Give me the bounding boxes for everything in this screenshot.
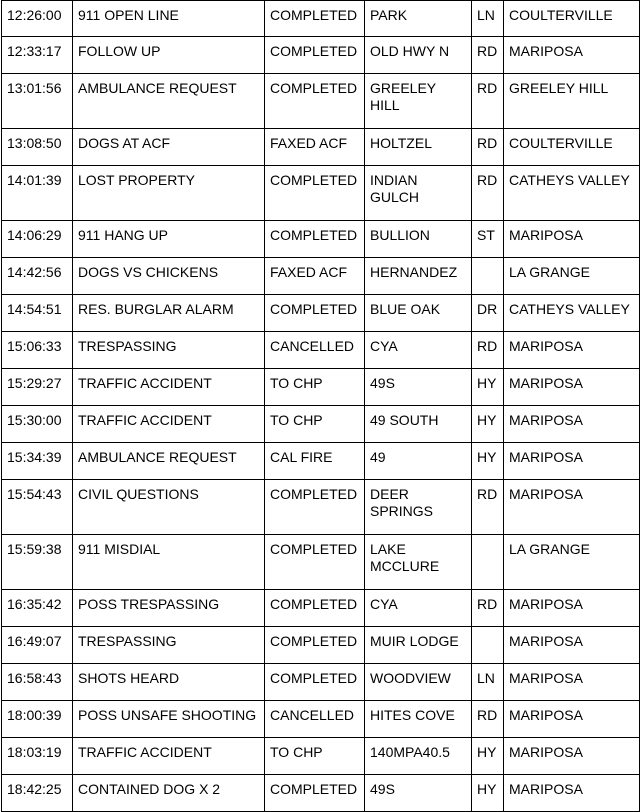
street-suffix-cell: RD <box>472 332 504 369</box>
street-suffix-cell: ST <box>472 221 504 258</box>
disposition-cell: COMPLETED <box>265 37 365 74</box>
call-time-cell: 16:49:07 <box>2 627 73 664</box>
street-suffix-cell: HY <box>472 775 504 812</box>
call-time-cell: 15:54:43 <box>2 480 73 535</box>
disposition-cell: FAXED ACF <box>265 129 365 166</box>
call-time-cell: 15:29:27 <box>2 369 73 406</box>
call-time-cell: 13:01:56 <box>2 74 73 129</box>
city-cell: MARIPOSA <box>504 443 640 480</box>
table-row <box>2 166 640 221</box>
city-cell: MARIPOSA <box>504 332 640 369</box>
street-cell: WOODVIEW <box>365 664 472 701</box>
table-row <box>2 1 640 37</box>
call-type-cell: AMBULANCE REQUEST <box>73 443 265 480</box>
disposition-cell: COMPLETED <box>265 221 365 258</box>
call-type-cell: POSS UNSAFE SHOOTING <box>73 701 265 738</box>
city-cell: MARIPOSA <box>504 627 640 664</box>
disposition-cell: COMPLETED <box>265 166 365 221</box>
table-row <box>2 701 640 738</box>
call-type-cell: CIVIL QUESTIONS <box>73 480 265 535</box>
street-cell: MUIR LODGE <box>365 627 472 664</box>
disposition-cell: COMPLETED <box>265 775 365 812</box>
call-time-cell: 16:35:42 <box>2 590 73 627</box>
disposition-cell: COMPLETED <box>265 535 365 590</box>
city-cell: CATHEYS VALLEY <box>504 295 640 332</box>
call-time-cell: 13:08:50 <box>2 129 73 166</box>
street-suffix-cell <box>472 627 504 664</box>
call-type-cell: 911 MISDIAL <box>73 535 265 590</box>
city-cell: MARIPOSA <box>504 738 640 775</box>
table-row <box>2 332 640 369</box>
call-type-cell: CONTAINED DOG X 2 <box>73 775 265 812</box>
city-cell: COULTERVILLE <box>504 1 640 37</box>
street-cell: CYA <box>365 332 472 369</box>
call-type-cell: TRESPASSING <box>73 332 265 369</box>
table-row <box>2 129 640 166</box>
street-cell: GREELEY HILL <box>365 74 472 129</box>
street-cell: PARK <box>365 1 472 37</box>
disposition-cell: TO CHP <box>265 406 365 443</box>
table-row <box>2 37 640 74</box>
street-suffix-cell: RD <box>472 74 504 129</box>
call-type-cell: DOGS AT ACF <box>73 129 265 166</box>
call-log-body <box>2 1 640 812</box>
street-cell: CYA <box>365 590 472 627</box>
table-row <box>2 221 640 258</box>
disposition-cell: COMPLETED <box>265 1 365 37</box>
call-time-cell: 15:30:00 <box>2 406 73 443</box>
street-suffix-cell <box>472 258 504 295</box>
city-cell: MARIPOSA <box>504 37 640 74</box>
call-time-cell: 14:54:51 <box>2 295 73 332</box>
city-cell: COULTERVILLE <box>504 129 640 166</box>
call-time-cell: 18:42:25 <box>2 775 73 812</box>
city-cell: MARIPOSA <box>504 480 640 535</box>
street-cell: 49S <box>365 775 472 812</box>
disposition-cell: TO CHP <box>265 369 365 406</box>
city-cell: MARIPOSA <box>504 590 640 627</box>
call-time-cell: 12:26:00 <box>2 1 73 37</box>
table-row <box>2 258 640 295</box>
street-suffix-cell: LN <box>472 664 504 701</box>
city-cell: LA GRANGE <box>504 535 640 590</box>
street-suffix-cell: RD <box>472 129 504 166</box>
call-time-cell: 16:58:43 <box>2 664 73 701</box>
street-suffix-cell <box>472 535 504 590</box>
city-cell: LA GRANGE <box>504 258 640 295</box>
disposition-cell: COMPLETED <box>265 590 365 627</box>
call-type-cell: TRAFFIC ACCIDENT <box>73 738 265 775</box>
disposition-cell: FAXED ACF <box>265 258 365 295</box>
table-row <box>2 369 640 406</box>
disposition-cell: TO CHP <box>265 738 365 775</box>
street-suffix-cell: RD <box>472 480 504 535</box>
call-type-cell: 911 OPEN LINE <box>73 1 265 37</box>
call-time-cell: 15:06:33 <box>2 332 73 369</box>
street-cell: 49 SOUTH <box>365 406 472 443</box>
call-type-cell: TRAFFIC ACCIDENT <box>73 406 265 443</box>
street-cell: BULLION <box>365 221 472 258</box>
table-row <box>2 74 640 129</box>
call-type-cell: FOLLOW UP <box>73 37 265 74</box>
street-cell: HITES COVE <box>365 701 472 738</box>
call-time-cell: 18:03:19 <box>2 738 73 775</box>
city-cell: MARIPOSA <box>504 406 640 443</box>
street-suffix-cell: RD <box>472 166 504 221</box>
street-suffix-cell: HY <box>472 443 504 480</box>
city-cell: MARIPOSA <box>504 221 640 258</box>
call-type-cell: AMBULANCE REQUEST <box>73 74 265 129</box>
table-row <box>2 664 640 701</box>
city-cell: MARIPOSA <box>504 701 640 738</box>
city-cell: CATHEYS VALLEY <box>504 166 640 221</box>
city-cell: MARIPOSA <box>504 369 640 406</box>
table-row <box>2 590 640 627</box>
street-cell: 140MPA40.5 <box>365 738 472 775</box>
call-time-cell: 18:00:39 <box>2 701 73 738</box>
table-row <box>2 443 640 480</box>
street-suffix-cell: HY <box>472 369 504 406</box>
call-type-cell: DOGS VS CHICKENS <box>73 258 265 295</box>
street-suffix-cell: DR <box>472 295 504 332</box>
table-row <box>2 480 640 535</box>
disposition-cell: COMPLETED <box>265 664 365 701</box>
call-type-cell: TRESPASSING <box>73 627 265 664</box>
city-cell: GREELEY HILL <box>504 74 640 129</box>
street-cell: HOLTZEL <box>365 129 472 166</box>
street-cell: HERNANDEZ <box>365 258 472 295</box>
table-row <box>2 406 640 443</box>
city-cell: MARIPOSA <box>504 664 640 701</box>
table-row <box>2 295 640 332</box>
street-suffix-cell: LN <box>472 1 504 37</box>
call-time-cell: 15:59:38 <box>2 535 73 590</box>
call-type-cell: SHOTS HEARD <box>73 664 265 701</box>
table-row <box>2 738 640 775</box>
call-type-cell: POSS TRESPASSING <box>73 590 265 627</box>
city-cell: MARIPOSA <box>504 775 640 812</box>
street-suffix-cell: RD <box>472 701 504 738</box>
disposition-cell: CANCELLED <box>265 332 365 369</box>
disposition-cell: COMPLETED <box>265 74 365 129</box>
disposition-cell: COMPLETED <box>265 627 365 664</box>
street-suffix-cell: RD <box>472 37 504 74</box>
call-type-cell: TRAFFIC ACCIDENT <box>73 369 265 406</box>
call-log-table <box>1 0 640 812</box>
disposition-cell: CAL FIRE <box>265 443 365 480</box>
disposition-cell: COMPLETED <box>265 295 365 332</box>
disposition-cell: CANCELLED <box>265 701 365 738</box>
table-row <box>2 535 640 590</box>
street-cell: 49 <box>365 443 472 480</box>
table-row <box>2 627 640 664</box>
street-suffix-cell: HY <box>472 406 504 443</box>
disposition-cell: COMPLETED <box>265 480 365 535</box>
street-cell: DEER SPRINGS <box>365 480 472 535</box>
table-row <box>2 775 640 812</box>
street-cell: BLUE OAK <box>365 295 472 332</box>
call-time-cell: 12:33:17 <box>2 37 73 74</box>
call-type-cell: LOST PROPERTY <box>73 166 265 221</box>
call-time-cell: 14:01:39 <box>2 166 73 221</box>
call-type-cell: 911 HANG UP <box>73 221 265 258</box>
street-suffix-cell: RD <box>472 590 504 627</box>
street-cell: INDIAN GULCH <box>365 166 472 221</box>
call-time-cell: 14:06:29 <box>2 221 73 258</box>
street-cell: 49S <box>365 369 472 406</box>
call-time-cell: 15:34:39 <box>2 443 73 480</box>
street-cell: OLD HWY N <box>365 37 472 74</box>
street-cell: LAKE MCCLURE <box>365 535 472 590</box>
call-time-cell: 14:42:56 <box>2 258 73 295</box>
call-type-cell: RES. BURGLAR ALARM <box>73 295 265 332</box>
street-suffix-cell: HY <box>472 738 504 775</box>
